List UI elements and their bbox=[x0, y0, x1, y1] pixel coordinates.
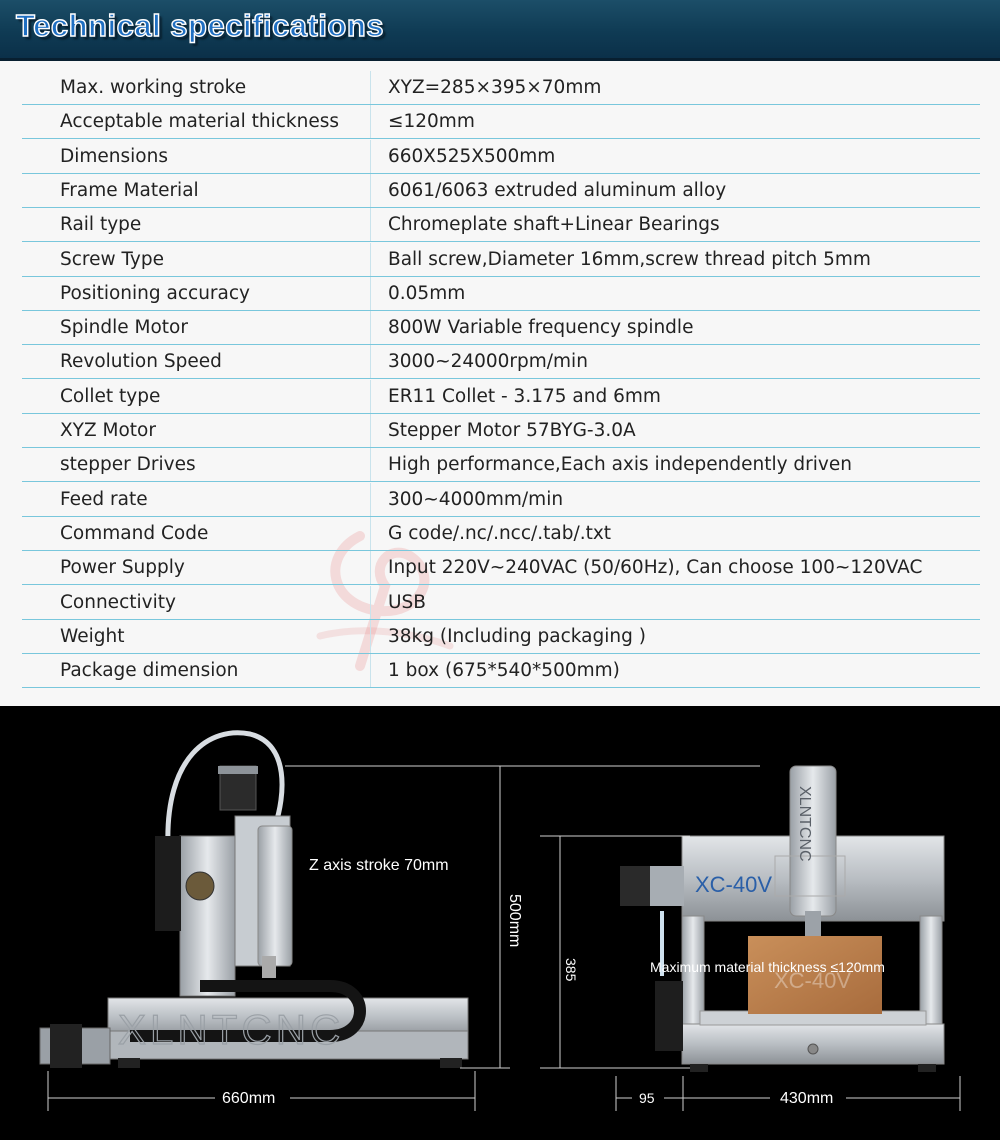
spec-row bbox=[22, 243, 980, 277]
spec-row bbox=[22, 208, 980, 242]
spec-label: Max. working stroke bbox=[60, 77, 247, 98]
spec-row bbox=[22, 448, 980, 482]
spec-row bbox=[22, 414, 980, 448]
spec-value: 300~4000mm/min bbox=[388, 488, 564, 510]
side-brand-text: XLNTCNC bbox=[118, 1006, 345, 1053]
spec-label: Dimensions bbox=[60, 145, 168, 167]
spec-label: Spindle Motor bbox=[60, 317, 188, 339]
spec-value: 1 box (675*540*500mm) bbox=[388, 660, 620, 682]
side-width-95-label: 95 bbox=[639, 1090, 655, 1106]
side-view-machine bbox=[40, 733, 468, 1068]
spec-label: Connectivity bbox=[60, 591, 176, 613]
spec-label: Screw Type bbox=[60, 248, 164, 270]
spec-row bbox=[22, 483, 980, 517]
machine-dimension-diagram bbox=[0, 706, 1000, 1140]
spec-row bbox=[22, 174, 980, 208]
spec-row bbox=[22, 586, 980, 620]
spec-value: G code/.nc/.ncc/.tab/.txt bbox=[388, 522, 612, 544]
spec-row bbox=[22, 105, 980, 139]
spec-row bbox=[22, 620, 980, 654]
spec-label: Collet type bbox=[60, 385, 161, 407]
spec-value: Chromeplate shaft+Linear Bearings bbox=[388, 214, 720, 236]
spec-row bbox=[22, 311, 980, 345]
spec-value: Stepper Motor 57BYG-3.0A bbox=[388, 420, 636, 441]
spec-row bbox=[22, 277, 980, 311]
spec-table bbox=[0, 61, 1000, 706]
width-660-label: 660mm bbox=[222, 1090, 276, 1107]
spec-row bbox=[22, 140, 980, 174]
spec-value: High performance,Each axis independently driven bbox=[388, 454, 852, 476]
spec-value: XYZ=285×395×70mm bbox=[388, 77, 602, 98]
spec-row bbox=[22, 71, 980, 105]
spec-label: XYZ Motor bbox=[60, 420, 156, 441]
spec-value: USB bbox=[388, 591, 426, 613]
spec-value: Input 220V~240VAC (50/60Hz), Can choose 100~120VAC bbox=[388, 557, 923, 579]
width-430-label: 430mm bbox=[780, 1090, 834, 1107]
spec-value: 660X525X500mm bbox=[388, 145, 556, 167]
front-view-machine bbox=[620, 766, 944, 1072]
spec-value: 800W Variable frequency spindle bbox=[388, 317, 694, 339]
diagram-svg bbox=[0, 706, 1000, 1140]
spec-row bbox=[22, 380, 980, 414]
spec-row bbox=[22, 517, 980, 551]
spec-value: Ball screw,Diameter 16mm,screw thread pitch 5mm bbox=[388, 248, 871, 270]
spindle-brand-text: XLNTCNC bbox=[796, 786, 813, 862]
spec-label: Command Code bbox=[60, 522, 209, 544]
height-385-label: 385 bbox=[563, 958, 579, 982]
spec-label: Acceptable material thickness bbox=[60, 111, 340, 133]
spec-value: 3000~24000rpm/min bbox=[388, 351, 588, 373]
spec-value: 0.05mm bbox=[388, 282, 466, 304]
model-label: XC-40V bbox=[695, 872, 773, 897]
spec-label: Frame Material bbox=[60, 179, 199, 201]
spec-row bbox=[22, 345, 980, 379]
spec-label: Positioning accuracy bbox=[60, 282, 250, 304]
spec-value: ER11 Collet - 3.175 and 6mm bbox=[388, 385, 661, 407]
wood-block-label: XC-40V bbox=[774, 968, 852, 993]
max-thickness-label: Maximum material thickness ≤120mm bbox=[650, 959, 885, 975]
spec-row bbox=[22, 654, 980, 688]
spec-label: Revolution Speed bbox=[60, 351, 222, 373]
spec-label: Feed rate bbox=[60, 488, 148, 510]
spec-value: ≤120mm bbox=[388, 111, 475, 133]
spec-value: 38kg (Including packaging ) bbox=[388, 625, 646, 647]
spec-label: stepper Drives bbox=[60, 454, 196, 476]
spec-value: 6061/6063 extruded aluminum alloy bbox=[388, 179, 727, 201]
height-500-label: 500mm bbox=[506, 894, 523, 948]
spec-label: Package dimension bbox=[60, 660, 239, 682]
spec-row bbox=[22, 551, 980, 585]
spec-label: Weight bbox=[60, 625, 125, 647]
spec-label: Rail type bbox=[60, 214, 142, 236]
spec-label: Power Supply bbox=[60, 557, 185, 579]
header-band bbox=[0, 0, 1000, 61]
z-stroke-label: Z axis stroke 70mm bbox=[309, 857, 449, 874]
page-title: Technical specifications bbox=[16, 8, 385, 43]
